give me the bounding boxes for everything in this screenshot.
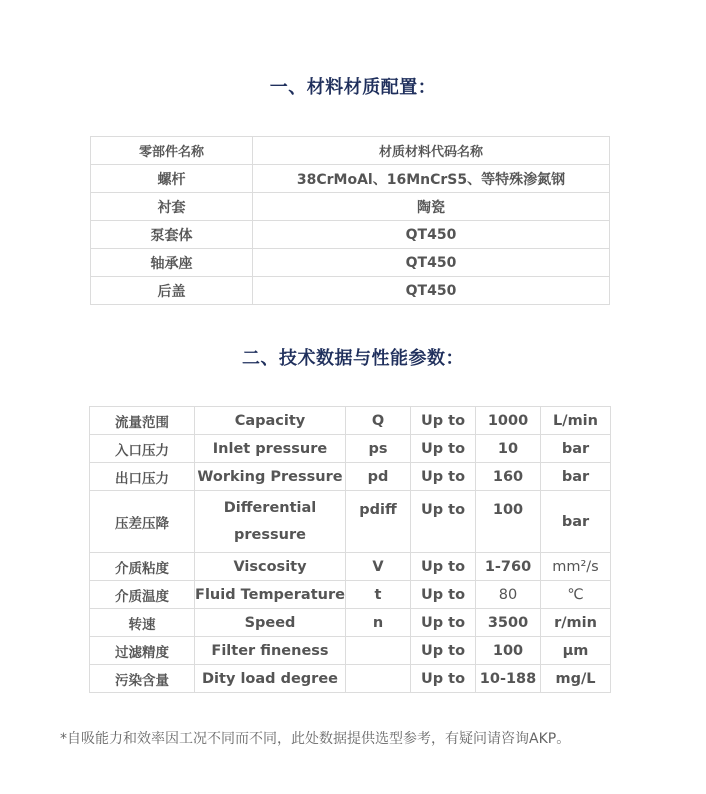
param-en-cell: Fluid Temperature xyxy=(195,581,346,609)
table-row xyxy=(91,249,610,277)
column-header-material-code: 材质材料代码名称 xyxy=(253,137,610,165)
value-cell: 3500 xyxy=(476,609,541,637)
param-en-cell: Working Pressure xyxy=(195,463,346,491)
table-row xyxy=(90,435,611,463)
table-row xyxy=(90,581,611,609)
param-en-cell: Dity load degree xyxy=(195,665,346,693)
param-cn-cell: 压差压降 xyxy=(90,491,195,553)
material-cell: QT450 xyxy=(253,249,610,277)
table-row xyxy=(91,165,610,193)
symbol-cell: V xyxy=(346,553,411,581)
value-cell: 10 xyxy=(476,435,541,463)
param-en-cell: Speed xyxy=(195,609,346,637)
value-cell: 80 xyxy=(476,581,541,609)
param-en-line-1: Differential xyxy=(223,499,317,516)
param-cn-cell: 流量范围 xyxy=(90,407,195,435)
param-cn-cell: 转速 xyxy=(90,609,195,637)
value-cell: 160 xyxy=(476,463,541,491)
material-cell: 陶瓷 xyxy=(253,193,610,221)
qualifier-cell: Up to xyxy=(411,491,476,553)
unit-cell: L/min xyxy=(541,407,611,435)
qualifier-cell: Up to xyxy=(411,463,476,491)
table-row xyxy=(90,637,611,665)
table-row xyxy=(90,553,611,581)
table-row xyxy=(91,221,610,249)
param-en-cell: Viscosity xyxy=(195,553,346,581)
material-cell: QT450 xyxy=(253,221,610,249)
value-cell: 100 xyxy=(476,491,541,553)
symbol-cell: pdiff xyxy=(346,491,411,553)
symbol-cell: Q xyxy=(346,407,411,435)
footnote: *自吸能力和效率因工况不同而不同，此处数据提供选型参考，有疑问请咨询AKP。 xyxy=(60,731,571,747)
value-cell: 1000 xyxy=(476,407,541,435)
param-cn-cell: 入口压力 xyxy=(90,435,195,463)
param-cn-cell: 介质温度 xyxy=(90,581,195,609)
unit-cell: mg/L xyxy=(541,665,611,693)
part-name-cell: 衬套 xyxy=(91,193,253,221)
materials-table xyxy=(90,136,610,305)
param-cn-cell: 过滤精度 xyxy=(90,637,195,665)
part-name-cell: 轴承座 xyxy=(91,249,253,277)
part-name-cell: 后盖 xyxy=(91,277,253,305)
symbol-cell: pd xyxy=(346,463,411,491)
tech-data-section-title: 二、技术数据与性能参数： xyxy=(242,348,464,369)
param-en-cell: Filter fineness xyxy=(195,637,346,665)
symbol-cell: ps xyxy=(346,435,411,463)
qualifier-cell: Up to xyxy=(411,435,476,463)
qualifier-cell: Up to xyxy=(411,665,476,693)
symbol-cell xyxy=(346,665,411,693)
table-row xyxy=(90,463,611,491)
param-en-cell: Capacity xyxy=(195,407,346,435)
table-row xyxy=(91,193,610,221)
unit-cell: ℃ xyxy=(541,581,611,609)
column-header-part-name: 零部件名称 xyxy=(91,137,253,165)
qualifier-cell: Up to xyxy=(411,637,476,665)
param-en-cell: Inlet pressure xyxy=(195,435,346,463)
table-header-row xyxy=(91,137,610,165)
table-row xyxy=(91,277,610,305)
unit-cell: r/min xyxy=(541,609,611,637)
param-cn-cell: 介质粘度 xyxy=(90,553,195,581)
tech-data-table xyxy=(89,406,611,693)
qualifier-cell: Up to xyxy=(411,609,476,637)
material-cell: 38CrMoAl、16MnCrS5、等特殊渗氮钢 xyxy=(253,165,610,193)
qualifier-cell: Up to xyxy=(411,407,476,435)
table-row xyxy=(90,407,611,435)
unit-cell: bar xyxy=(541,491,611,553)
qualifier-cell: Up to xyxy=(411,581,476,609)
param-en-line-2: pressure xyxy=(234,526,306,543)
symbol-cell xyxy=(346,637,411,665)
value-cell: 10-188 xyxy=(476,665,541,693)
table-row xyxy=(90,491,611,553)
param-cn-cell: 出口压力 xyxy=(90,463,195,491)
unit-cell: mm²/s xyxy=(541,553,611,581)
symbol-cell: t xyxy=(346,581,411,609)
unit-cell: bar xyxy=(541,463,611,491)
table-row xyxy=(90,665,611,693)
materials-section-title: 一、材料材质配置： xyxy=(269,77,437,98)
part-name-cell: 螺杆 xyxy=(91,165,253,193)
value-cell: 1-760 xyxy=(476,553,541,581)
param-cn-cell: 污染含量 xyxy=(90,665,195,693)
material-cell: QT450 xyxy=(253,277,610,305)
unit-cell: μm xyxy=(541,637,611,665)
table-row xyxy=(90,609,611,637)
value-cell: 100 xyxy=(476,637,541,665)
qualifier-cell: Up to xyxy=(411,553,476,581)
symbol-cell: n xyxy=(346,609,411,637)
part-name-cell: 泵套体 xyxy=(91,221,253,249)
param-en-cell xyxy=(195,491,346,553)
unit-cell: bar xyxy=(541,435,611,463)
